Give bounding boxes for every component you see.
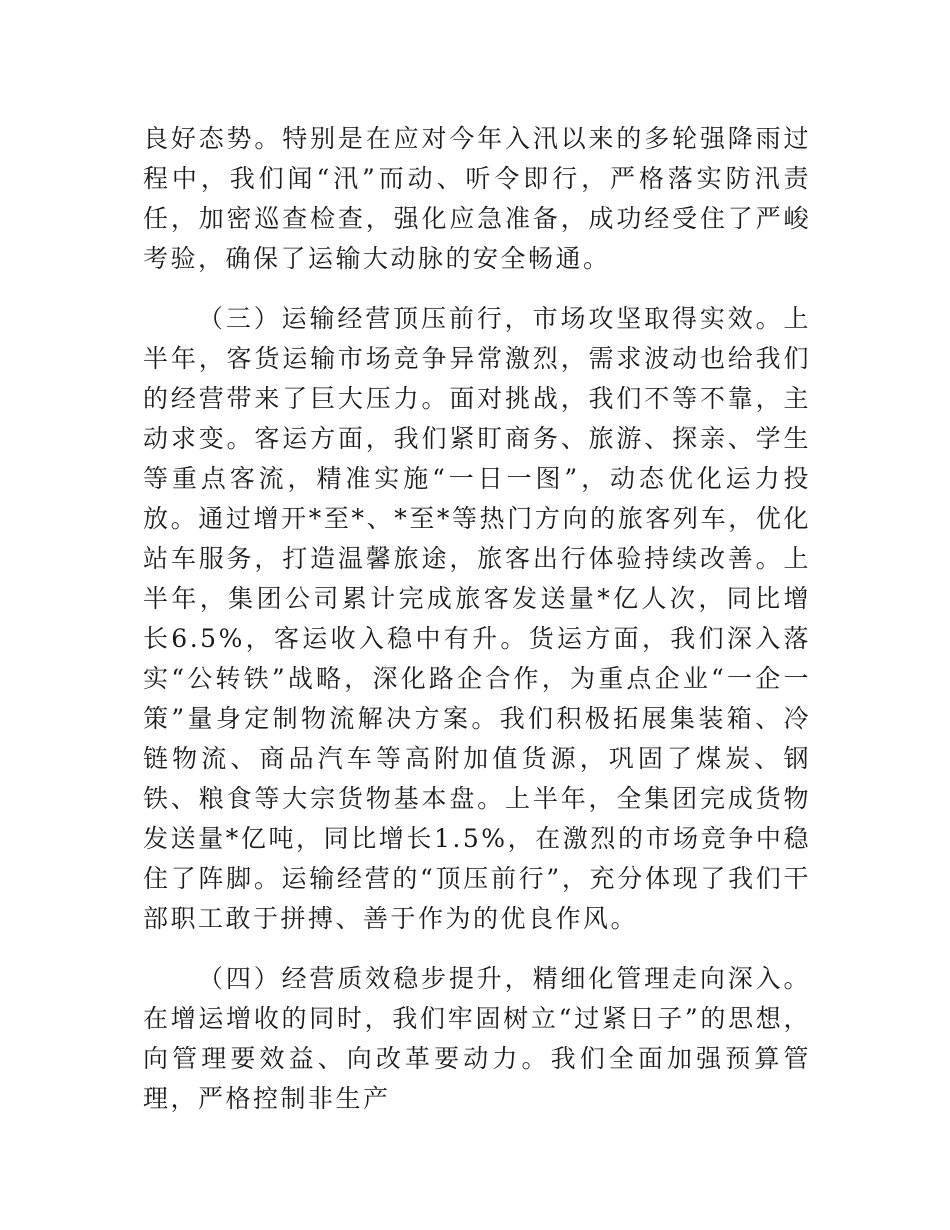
document-body xyxy=(143,119,811,1119)
paragraph-transport-operations: （三）运输经营顶压前行，市场攻坚取得实效。上半年，客货运输市场竞争异常激烈，需求波动也给我们的经营带来了巨大压力。面对挑战，我们不等不靠，主动求变。客运方面，我们紧盯商务、旅游、探亲、学生等重点客流，精准实施“一日一图”，动态优化运力投放。通过增开*至*、*至*等热门方向的旅客列车，优化站车服务，打造温馨旅途，旅客出行体验持续改善。上半年，集团公司累计完成旅客发送量*亿人次，同比增长6.5%，客运收入稳中有升。货运方面，我们深入落实“公转铁”战略，深化路企合作，为重点企业“一企一策”量身定制物流解决方案。我们积极拓展集装箱、冷链物流、商品汽车等高附加值货源，巩固了煤炭、钢铁、粮食等大宗货物基本盘。上半年，全集团完成货物发送量*亿吨，同比增长1.5%，在激烈的市场竞争中稳住了阵脚。运输经营的“顶压前行”，充分体现了我们干部职工敢于拼搏、善于作为的优良作风。 xyxy=(143,304,811,933)
paragraph-flood-control: 良好态势。特别是在应对今年入汛以来的多轮强降雨过程中，我们闻“汛”而动、听令即行，严格落实防汛责任，加密巡查检查，强化应急准备，成功经受住了严峻考验，确保了运输大动脉的安全畅通。 xyxy=(143,124,811,273)
paragraph-operating-efficiency: （四）经营质效稳步提升，精细化管理走向深入。在增运增收的同时，我们牢固树立“过紧日子”的思想，向管理要效益、向改革要动力。我们全面加强预算管理，严格控制非生产 xyxy=(143,964,811,1113)
